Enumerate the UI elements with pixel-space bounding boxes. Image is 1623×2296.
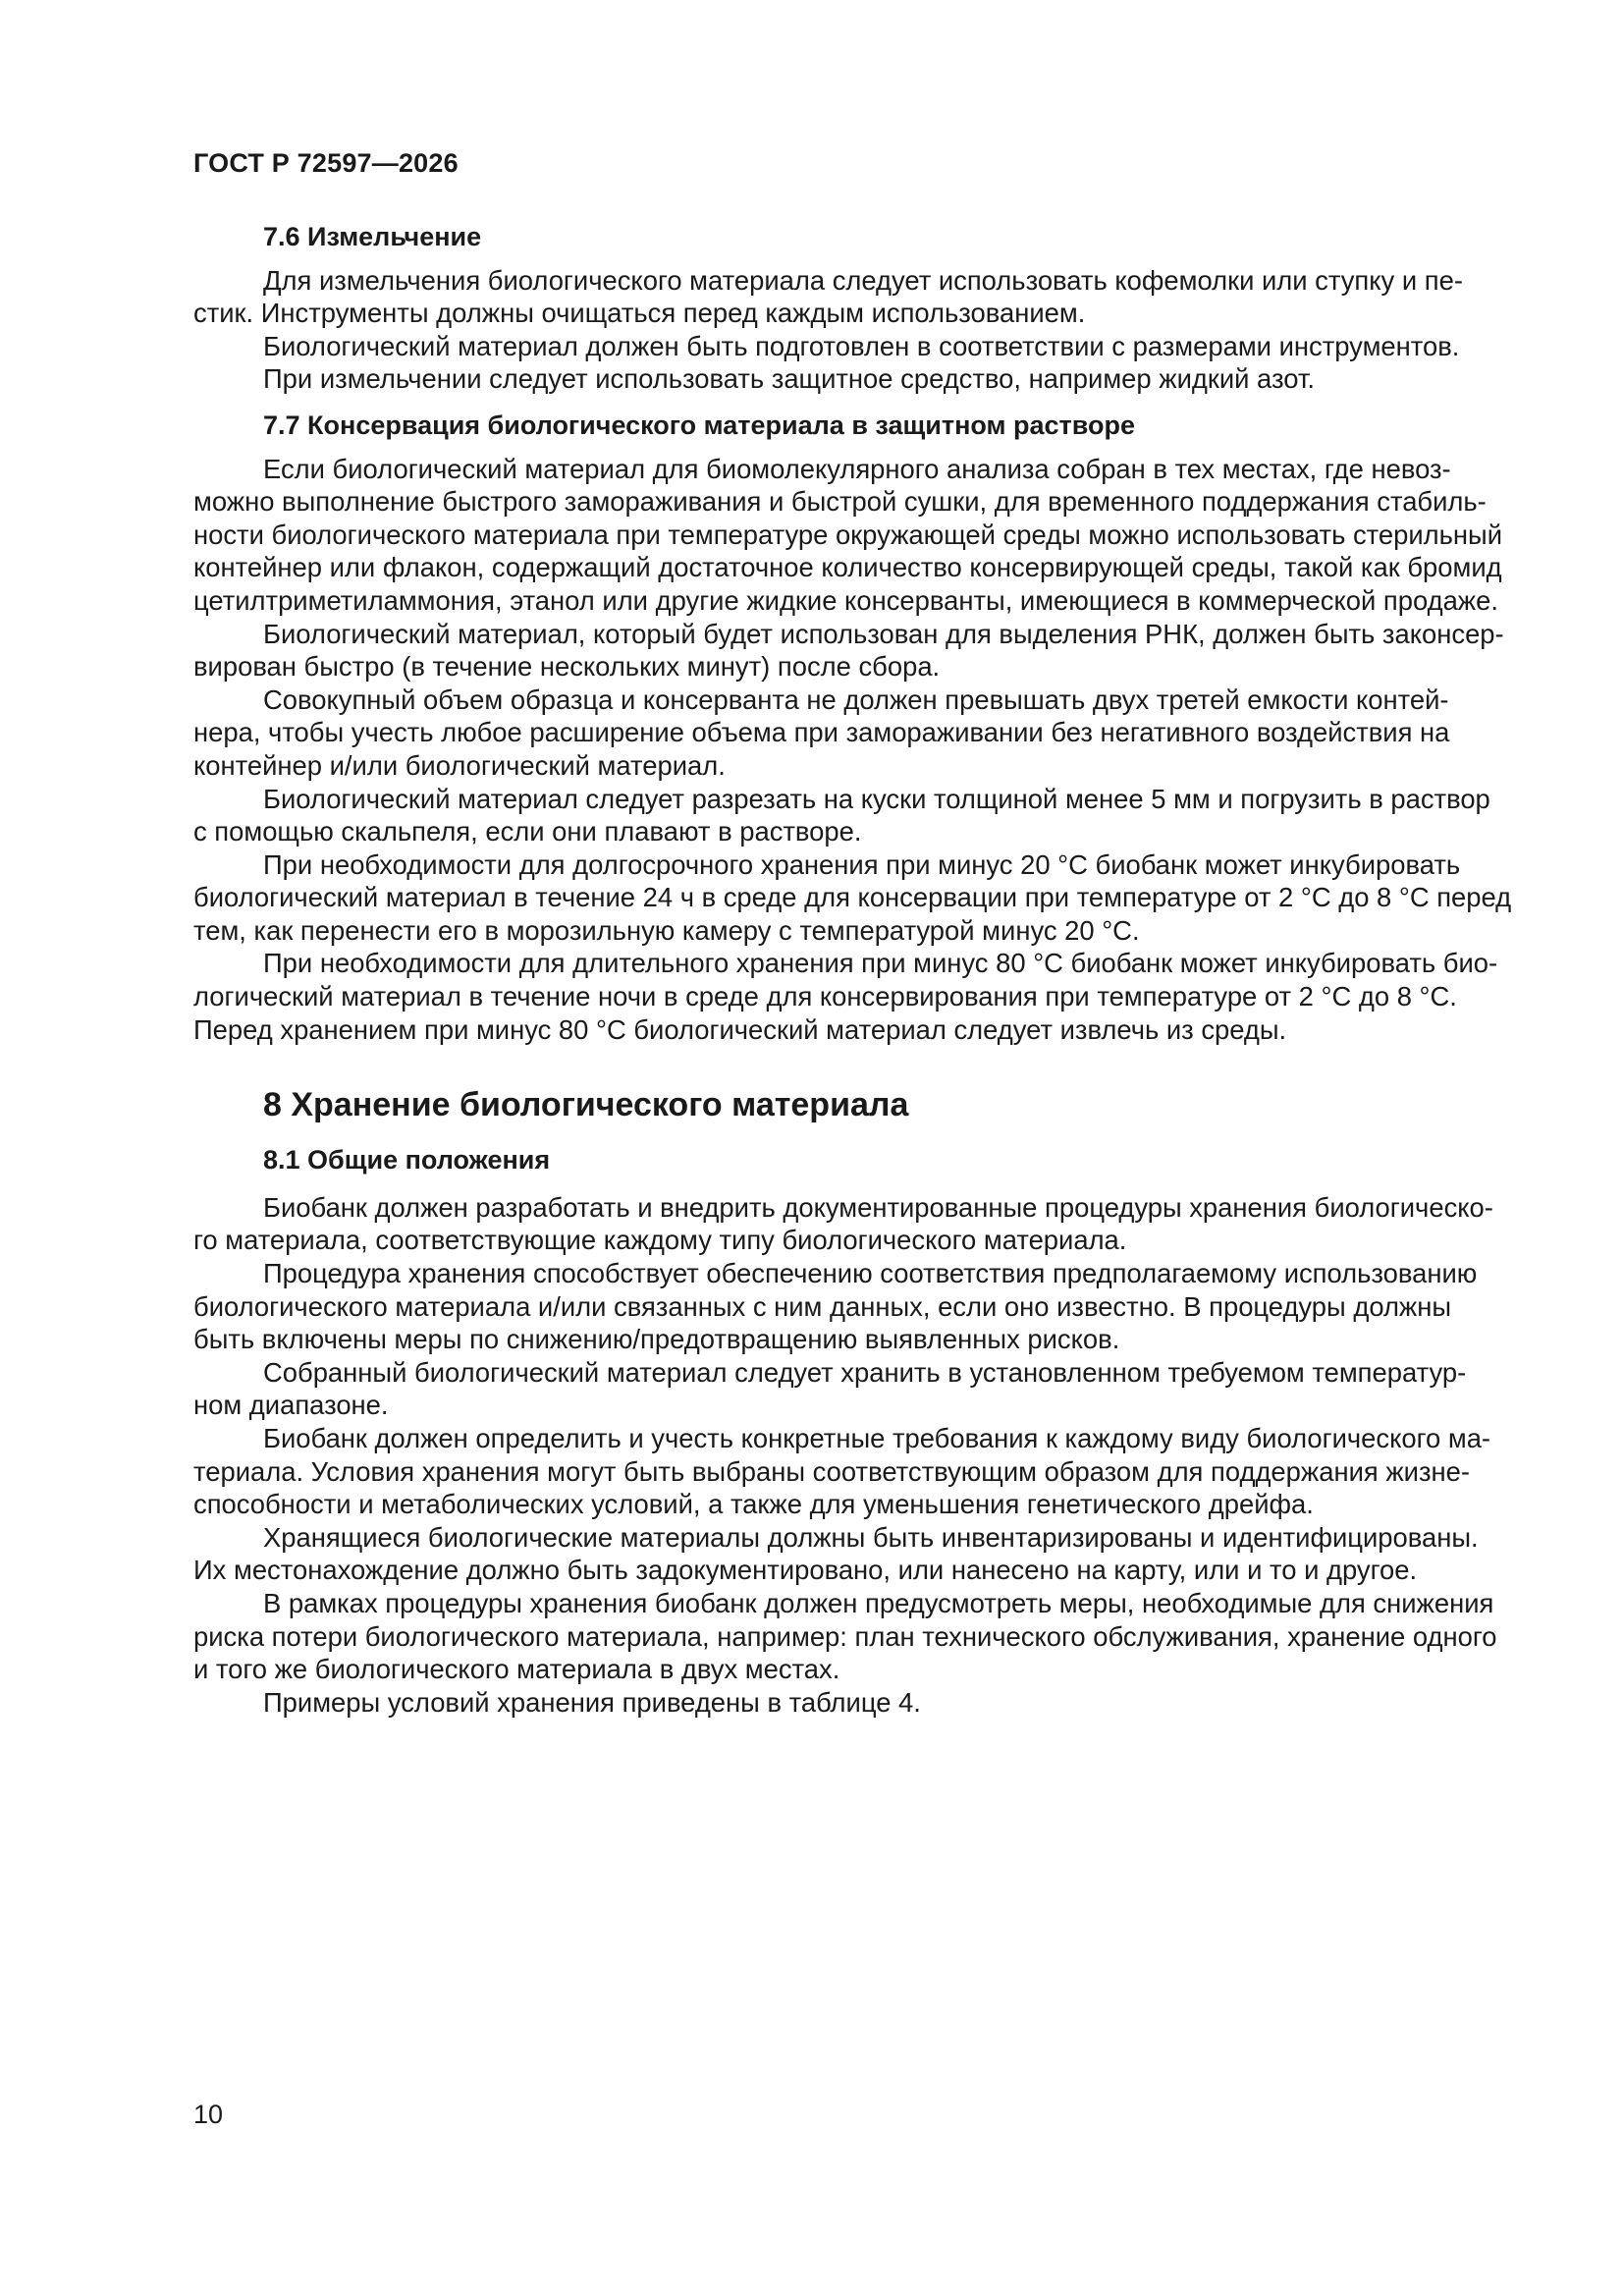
text-line: стик. Инструменты должны очищаться перед каждым использованием. bbox=[193, 298, 1086, 329]
text-line: биологического материала и/или связанных с ним данных, если оно известно. В процедуры должны bbox=[193, 1290, 1452, 1322]
page-number: 10 bbox=[193, 2100, 224, 2129]
text-line: способности и метаболических условий, а также для уменьшения генетического дрейфа. bbox=[193, 1489, 1314, 1520]
text-line: быть включены меры по снижению/предотвращению выявленных рисков. bbox=[193, 1324, 1120, 1355]
text-line: тем, как перенести его в морозильную камеру с температурой минус 20 °С. bbox=[193, 914, 1140, 946]
text-line: вирован быстро (в течение нескольких минут) после сбора. bbox=[193, 651, 941, 683]
paragraph-8-1-3 bbox=[193, 1356, 1513, 1422]
text-line: Для измельчения биологического материала следует использовать кофемолки или ступку и пе- bbox=[263, 264, 1463, 296]
paragraph-7-7-2 bbox=[193, 618, 1513, 683]
text-line: Биологический материал, который будет использован для выделения РНК, должен быть законсер- bbox=[263, 618, 1504, 649]
text-line: ности биологического материала при температуре окружающей среды можно использовать стерильный bbox=[193, 519, 1503, 550]
text-line: контейнер или флакон, содержащий достаточное количество консервирующей среды, такой как бромид bbox=[193, 552, 1502, 583]
page-content bbox=[193, 221, 1513, 1719]
paragraph-7-7-4 bbox=[193, 783, 1513, 848]
section-heading-8-1: 8.1 Общие положения bbox=[263, 1145, 551, 1175]
text-line: с помощью скальпеля, если они плавают в растворе. bbox=[193, 816, 862, 847]
text-line: Перед хранением при минус 80 °С биологический материал следует извлечь из среды. bbox=[193, 1013, 1287, 1045]
text-line: териала. Условия хранения могут быть выбраны соответствующим образом для поддержания жизне- bbox=[193, 1455, 1470, 1487]
section-heading-7-6: 7.6 Измельчение bbox=[263, 222, 482, 251]
paragraph-7-7-1 bbox=[193, 453, 1513, 618]
paragraph-7-7-6 bbox=[193, 947, 1513, 1046]
text-line: Их местонахождение должно быть задокументировано, или нанесено на карту, или и то и другое. bbox=[193, 1555, 1418, 1586]
text-line: В рамках процедуры хранения биобанк должен предусмотреть меры, необходимые для снижения bbox=[263, 1587, 1494, 1618]
paragraph-7-7-5 bbox=[193, 848, 1513, 948]
chapter-heading-8: 8 Хранение биологического материала bbox=[263, 1086, 909, 1124]
paragraph-8-1-7: Примеры условий хранения приведены в таблице 4. bbox=[263, 1686, 921, 1718]
paragraph-8-1-5 bbox=[193, 1521, 1513, 1587]
paragraph-8-1-4 bbox=[193, 1422, 1513, 1521]
paragraph-7-6-2: Биологический материал должен быть подготовлен в соответствии с размерами инструментов. bbox=[263, 330, 1460, 361]
text-line: При необходимости для долгосрочного хранения при минус 20 °С биобанк может инкубировать bbox=[263, 848, 1461, 880]
text-line: цетилтриметиламмония, этанол или другие жидкие консерванты, имеющиеся в коммерческой продаже. bbox=[193, 584, 1498, 616]
text-line: ном диапазоне. bbox=[193, 1390, 389, 1421]
text-line: контейнер и/или биологический материал. bbox=[193, 749, 726, 781]
text-line: Если биологический материал для биомолекулярного анализа собран в тех местах, где невоз- bbox=[263, 453, 1451, 484]
paragraph-7-7-3 bbox=[193, 683, 1513, 783]
text-line: Биобанк должен определить и учесть конкретные требования к каждому виду биологического ма- bbox=[263, 1423, 1491, 1453]
text-line: Хранящиеся биологические материалы должны быть инвентаризированы и идентифицированы. bbox=[263, 1521, 1479, 1553]
text-line: Собранный биологический материал следует хранить в установленном требуемом температур- bbox=[263, 1356, 1467, 1388]
text-line: При необходимости для длительного хранения при минус 80 °С биобанк может инкубировать био- bbox=[263, 948, 1498, 979]
text-line: можно выполнение быстрого замораживания и быстрой сушки, для временного поддержания стабиль- bbox=[193, 486, 1487, 518]
text-line: Совокупный объем образца и консерванта не должен превышать двух третей емкости контей- bbox=[263, 683, 1449, 715]
paragraph-8-1-1 bbox=[193, 1191, 1513, 1257]
text-line: и того же биологического материала в двух местах. bbox=[193, 1654, 840, 1685]
text-line: Процедура хранения способствует обеспечению соответствия предполагаемому использованию bbox=[263, 1258, 1478, 1289]
text-line: нера, чтобы учесть любое расширение объема при замораживании без негативного воздействия на bbox=[193, 717, 1450, 748]
paragraph-8-1-6 bbox=[193, 1587, 1513, 1686]
document-header: ГОСТ Р 72597—2026 bbox=[193, 148, 459, 178]
paragraph-7-6-3: При измельчении следует использовать защитное средство, например жидкий азот. bbox=[263, 363, 1315, 395]
text-line: логический материал в течение ночи в среде для консервирования при температуре от 2 °С до 8 °С. bbox=[193, 981, 1457, 1012]
text-line: риска потери биологического материала, например: план технического обслуживания, хранение одного bbox=[193, 1620, 1497, 1652]
paragraph-7-6-1 bbox=[193, 264, 1513, 330]
text-line: Биобанк должен разработать и внедрить документированные процедуры хранения биологическо- bbox=[263, 1191, 1493, 1223]
text-line: го материала, соответствующие каждому типу биологического материала. bbox=[193, 1225, 1127, 1256]
text-line: биологический материал в течение 24 ч в среде для консервации при температуре от 2 °С до 8 °С перед bbox=[193, 882, 1512, 913]
paragraph-8-1-2 bbox=[193, 1257, 1513, 1356]
text-line: Биологический материал следует разрезать на куски толщиной менее 5 мм и погрузить в раствор bbox=[263, 783, 1490, 814]
section-heading-7-7: 7.7 Консервация биологического материала в защитном растворе bbox=[263, 410, 1136, 440]
